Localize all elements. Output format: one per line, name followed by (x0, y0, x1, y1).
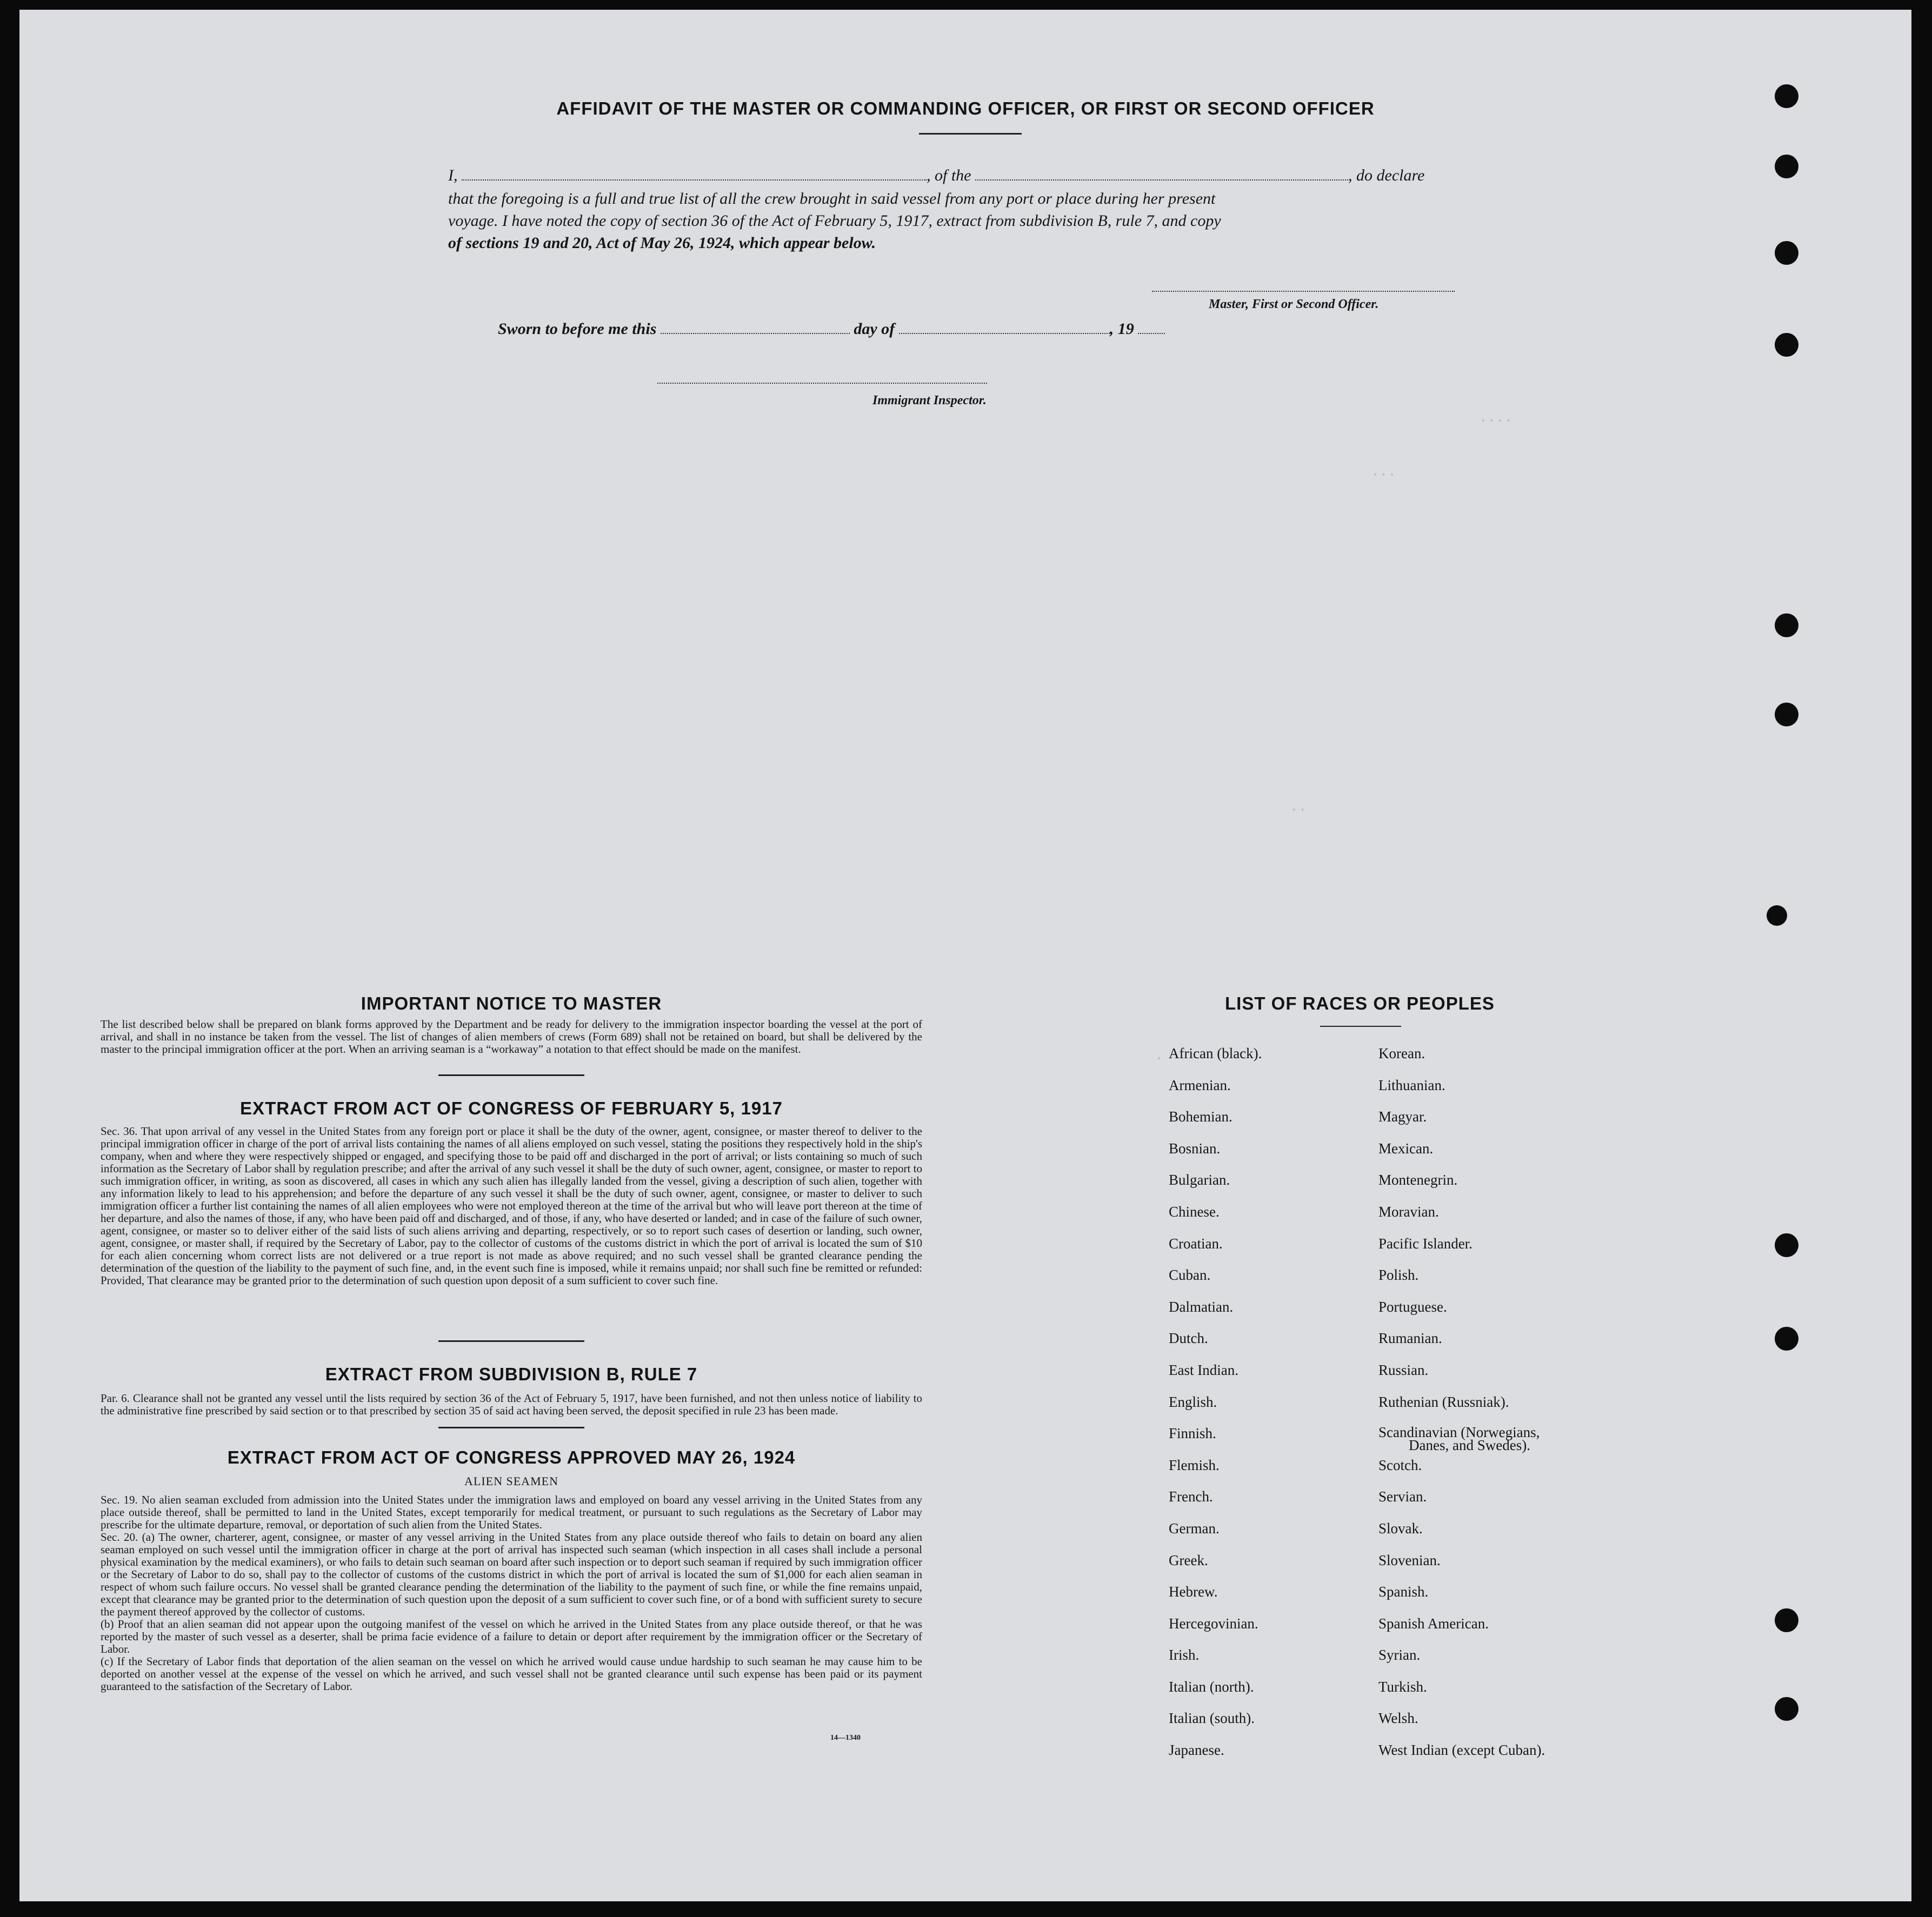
extract-rule7-body: Par. 6. Clearance shall not be granted any vessel until the lists required by section 36 of the Act of February 5, 1917, have been furnished, and not then unless notice of liability to the administrative fine prescribed by said section or to that prescribed by section 35 of said act having been served, the deposit specified in rule 23 has been made. (101, 1392, 922, 1417)
divider (438, 1427, 584, 1428)
race-item: Polish. (1378, 1267, 1419, 1284)
form-sheet (19, 10, 1911, 1901)
vessel-name-field[interactable] (975, 179, 1348, 181)
master-signature-label: Master, First or Second Officer. (1209, 297, 1379, 311)
race-item: Russian. (1378, 1361, 1429, 1378)
affidavit-title: AFFIDAVIT OF THE MASTER OR COMMANDING OFFICER, OR FIRST OR SECOND OFFICER (556, 98, 1375, 118)
sworn-line: Sworn to before me this day of , 19 (498, 320, 1165, 338)
punch-hole (1775, 241, 1798, 265)
punch-hole (1775, 333, 1798, 357)
race-item: Irish. (1169, 1647, 1200, 1664)
race-item: Chinese. (1169, 1203, 1220, 1220)
race-item: Pacific Islander. (1378, 1235, 1473, 1252)
races-column-2 (1378, 1045, 1545, 1774)
race-item: Portuguese. (1378, 1298, 1447, 1315)
inspector-signature-field[interactable] (657, 383, 987, 384)
race-item: Dalmatian. (1169, 1298, 1234, 1315)
races-title: LIST OF RACES OR PEOPLES (1225, 993, 1495, 1013)
race-item: Bulgarian. (1169, 1172, 1230, 1188)
declaration-line-3: voyage. I have noted the copy of section 36 of the Act of February 5, 1917, extract from subdivision B, rule 7, and copy (448, 212, 1221, 230)
title-underline (919, 133, 1022, 135)
punch-hole (1767, 905, 1787, 926)
race-item: Bohemian. (1169, 1108, 1233, 1125)
bleed-through-mark: . (1155, 1047, 1163, 1064)
extract-rule7-title: EXTRACT FROM SUBDIVISION B, RULE 7 (325, 1364, 698, 1384)
race-item-continuation: Danes, and Swedes). (1409, 1437, 1530, 1454)
race-item: Scandinavian (Norwegians, Danes, and Swedes). (1378, 1424, 1540, 1454)
race-item: Mexican. (1378, 1140, 1434, 1157)
race-item: Syrian. (1378, 1647, 1421, 1664)
sworn-year-field[interactable] (1138, 333, 1165, 334)
form-number: 14—1340 (830, 1734, 861, 1742)
master-signature-field[interactable] (1152, 291, 1455, 292)
race-item: Croatian. (1169, 1235, 1223, 1252)
race-item: Moravian. (1378, 1203, 1439, 1220)
declaration-line-1: I, , of the , do declare (448, 166, 1425, 184)
sworn-day-field[interactable] (661, 333, 850, 334)
extract-1924-title: EXTRACT FROM ACT OF CONGRESS APPROVED MAY 26, 1924 (227, 1447, 796, 1467)
race-item: Scotch. (1378, 1457, 1422, 1473)
races-column-1 (1169, 1045, 1262, 1774)
extract-1924-body (101, 1494, 922, 1693)
race-item: Korean. (1378, 1045, 1425, 1061)
race-item: Armenian. (1169, 1077, 1231, 1093)
declaration-line-4: of sections 19 and 20, Act of May 26, 1924, which appear below. (448, 234, 876, 252)
bleed-through-mark: .. (1290, 799, 1307, 815)
sworn-month-field[interactable] (899, 333, 1110, 334)
race-item: West Indian (except Cuban). (1378, 1742, 1545, 1759)
race-item: Cuban. (1169, 1267, 1211, 1284)
race-item: Welsh. (1378, 1710, 1418, 1727)
race-item: Turkish. (1378, 1678, 1427, 1695)
sec-20c: (c) If the Secretary of Labor finds that deportation of the alien seaman on the vessel on which he arrived would cause undue hardship to such seaman he may cause him to be deported on another vessel at the expense of the vessel on which he arrived, and such vessel shall not be granted clearance until such expense has been paid or its payment guaranteed to the satisfaction of the Secretary of Labor. (101, 1655, 922, 1693)
bleed-through-mark: .... (1479, 410, 1513, 426)
race-item: Magyar. (1378, 1108, 1427, 1125)
extract-1924-subtitle: ALIEN SEAMEN (464, 1474, 558, 1488)
race-item: German. (1169, 1520, 1220, 1537)
title-underline (1320, 1026, 1401, 1027)
punch-hole (1775, 1697, 1798, 1721)
bleed-through-mark: ... (1371, 464, 1396, 480)
punch-hole (1775, 155, 1798, 178)
race-item: African (black). (1169, 1045, 1262, 1061)
race-item: Flemish. (1169, 1457, 1220, 1473)
officer-name-field[interactable] (462, 179, 927, 181)
race-item: Bosnian. (1169, 1140, 1221, 1157)
race-item: French. (1169, 1488, 1213, 1505)
race-item: Lithuanian. (1378, 1077, 1445, 1093)
notice-title: IMPORTANT NOTICE TO MASTER (361, 993, 662, 1013)
sec-20a: Sec. 20. (a) The owner, charterer, agent, consignee, or master of any vessel arriving in the United States from any place outside thereof who fails to detain on board any alien seaman employed on such vessel until the immigration officer in charge at the port of arrival has inspected such seaman (which inspection in all cases shall include a personal physical examination by the medical examiners), or who fails to detain such seaman on board after such inspection or to deport such seaman if required by such immigration officer or the Secretary of Labor to do so, shall pay to the collector of customs of the customs district in which the port of arrival is located the sum of $1,000 for each alien seaman in respect of whom such failure occurs. No vessel shall be granted clearance pending the determination of the liability to the payment of such fine, or while the fine remains unpaid, except that clearance may be granted prior to the determination of such question upon the deposit of a sum sufficient to cover such fine, or of a bond with sufficient surety to secure the payment thereof approved by the collector of customs. (101, 1531, 922, 1618)
race-item: Spanish. (1378, 1584, 1429, 1600)
race-item: Slovak. (1378, 1520, 1423, 1537)
sec-19: Sec. 19. No alien seaman excluded from admission into the United States under the immigration laws and employed on board any vessel arriving in the United States from any place outside thereof, shall be permitted to land in the United States, except temporarily for medical treatment, or pursuant to such regulations as the Secretary of Labor may prescribe for the ultimate departure, removal, or deportation of such alien from the United States. (101, 1493, 922, 1531)
race-item: Servian. (1378, 1488, 1427, 1505)
race-item: East Indian. (1169, 1361, 1238, 1378)
race-item: Spanish American. (1378, 1615, 1489, 1632)
punch-hole (1775, 1233, 1798, 1257)
race-item: Italian (north). (1169, 1678, 1254, 1695)
punch-hole (1775, 1608, 1798, 1632)
race-item: Rumanian. (1378, 1330, 1442, 1347)
race-item: Finnish. (1169, 1425, 1216, 1442)
race-item: Dutch. (1169, 1330, 1208, 1347)
punch-hole (1775, 1327, 1798, 1351)
race-item: English. (1169, 1393, 1217, 1410)
notice-body: The list described below shall be prepared on blank forms approved by the Department and be ready for delivery to the immigration inspector boarding the vessel at the port of arrival, and shall in no instance be taken from the vessel. The list of changes of alien members of crews (Form 689) shall not be retained on board, but shall be delivered by the master to the principal immigration officer at the port. When an arriving seaman is a “workaway” a notation to that effect should be made on the manifest. (101, 1018, 922, 1056)
inspector-signature-label: Immigrant Inspector. (872, 393, 987, 408)
race-item: Ruthenian (Russniak). (1378, 1393, 1509, 1410)
race-item: Hercegovinian. (1169, 1615, 1258, 1632)
punch-hole (1775, 613, 1798, 637)
extract-1917-body: Sec. 36. That upon arrival of any vessel in the United States from any foreign port or place it shall be the duty of the owner, agent, consignee, or master thereof to deliver to the principal immigration officer in charge of the port of arrival lists containing the names of all aliens employed on such vessel, stating the positions they respectively hold in the ship's company, when and where they were respectively shipped or engaged, and specifying those to be paid off and discharged in the port of arrival; or lists containing so much of such information as the Secretary of Labor shall by regulation prescribe; and after the arrival of any such vessel it shall be the duty of such owner, agent, consignee, or master to report to such immigration officer, in writing, as soon as discovered, all cases in which any such alien has illegally landed from the vessel, giving a description of such alien, together with any information likely to lead to his apprehension; and before the departure of any such vessel it shall be the duty of such owner, agent, consignee, or master to deliver to such immigration officer a further list containing the names of all alien employees who were not employed thereon at the time of the arrival but who will leave port thereon at the time of her departure, and also the names of those, if any, who have been paid off and discharged, and of those, if any, who have deserted or landed; and in case of the failure of such owner, agent, consignee, or master so to deliver either of the said lists of such aliens arriving and departing, respectively, or so to report such cases of desertion or landing, such owner, agent, consignee, or master shall, if required by the Secretary of Labor, pay to the collector of customs of the customs district in which the port of arrival is located the sum of $10 for each alien concerning whom correct lists are not delivered or a true report is not made as above required; and no such vessel shall be granted clearance pending the determination of the question of the liability to the payment of such fine, and, in the event such fine is imposed, while it remains unpaid; nor shall such fine be remitted or refunded: Provided, That clearance may be granted prior to the determination of such question upon deposit of a sum sufficient to cover such fine. (101, 1125, 922, 1287)
race-item: Slovenian. (1378, 1552, 1441, 1568)
race-item: Japanese. (1169, 1742, 1224, 1759)
punch-hole (1775, 703, 1798, 726)
declaration-line-2: that the foregoing is a full and true list of all the crew brought in said vessel from any port or place during her present (448, 190, 1216, 208)
race-item: Montenegrin. (1378, 1172, 1458, 1188)
divider (438, 1340, 584, 1342)
race-item: Hebrew. (1169, 1584, 1218, 1600)
race-item: Italian (south). (1169, 1710, 1255, 1727)
sec-20b: (b) Proof that an alien seaman did not appear upon the outgoing manifest of the vessel on which he arrived in the United States from any place outside thereof, or that he was reported by the master of such vessel as a deserter, shall be prima facie evidence of a failure to detain or deport after requirement by the immigration officer or the Secretary of Labor. (101, 1618, 922, 1655)
extract-1917-title: EXTRACT FROM ACT OF CONGRESS OF FEBRUARY 5, 1917 (240, 1098, 783, 1118)
race-item: Greek. (1169, 1552, 1208, 1568)
divider (438, 1074, 584, 1076)
